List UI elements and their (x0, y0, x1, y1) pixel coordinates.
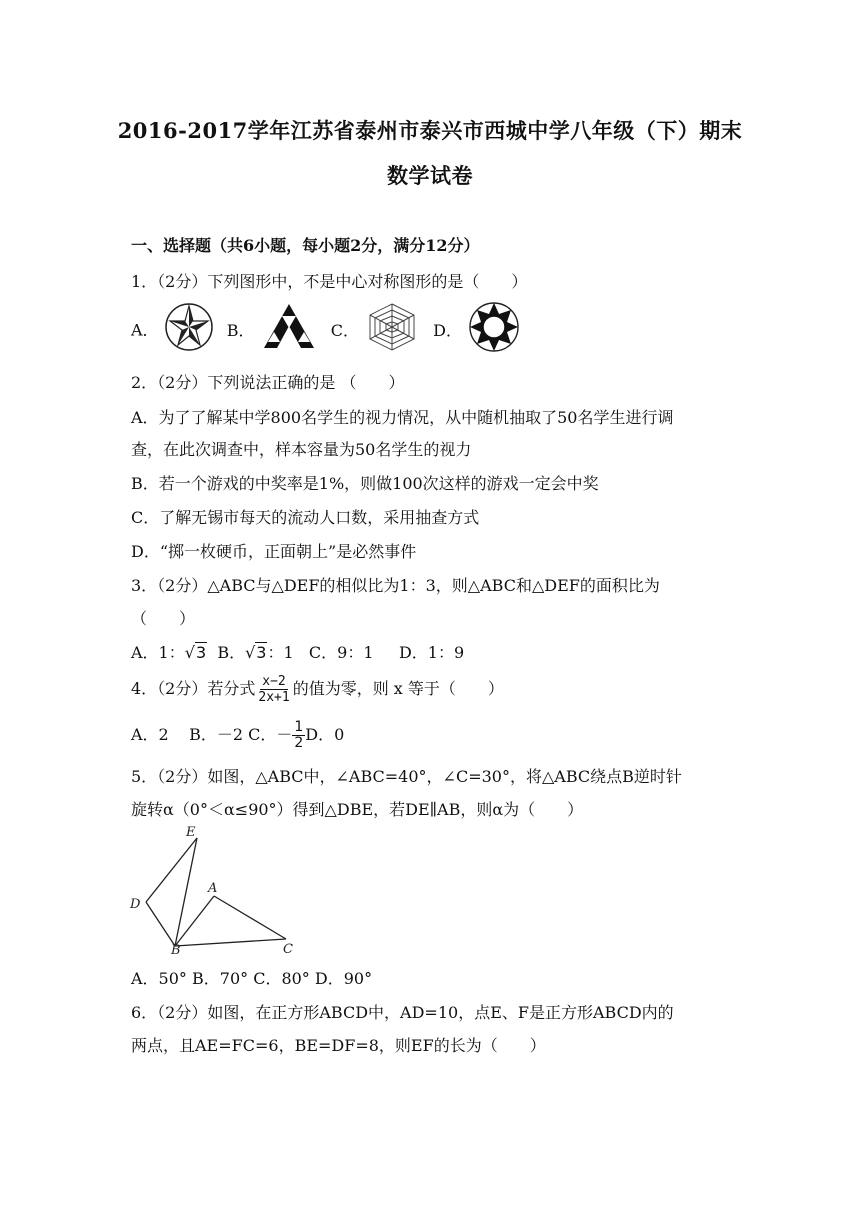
title-line-2: 数学试卷 (387, 163, 473, 188)
q2-stem: 2．（2分）下列说法正确的是 （ ） (131, 373, 405, 392)
q5-stem-line1: 5．（2分）如图，△ABC中，∠ABC=40°，∠C=30°，将△ABC绕点B逆时针 (131, 767, 682, 786)
segment-eb (175, 838, 197, 946)
q4-stem (131, 674, 504, 705)
q1-options (131, 300, 521, 358)
q1-option-c-label: C． (330, 320, 359, 340)
q2-option-d: D．“掷一枚硬币，正面朝上”是必然事件 (131, 542, 417, 561)
label-d: D (130, 897, 141, 912)
q3-stem-line1: 3．（2分）△ABC与△DEF的相似比为1：3，则△ABC和△DEF的面积比为 (131, 576, 660, 595)
q2-option-a-line1: A．为了了解某中学800名学生的视力情况，从中随机抽取了50名学生进行调 (131, 408, 674, 427)
q5-stem-line2: 旋转α（0°＜α≤90°）得到△DBE，若DE∥AB，则α为（ ） (131, 800, 584, 819)
q3-option-a-prefix: A．1： (131, 643, 185, 662)
label-e: E (186, 825, 196, 840)
hexagon-web-icon (364, 300, 420, 358)
triangle-pattern-icon (260, 300, 318, 358)
q4-options (131, 720, 344, 751)
q5-figure (126, 822, 306, 956)
q3-options-rest: ：1 C．9：1 D．1：9 (267, 643, 465, 662)
q6-stem-line2: 两点，且AE=FC=6，BE=DF=8，则EF的长为（ ） (131, 1036, 546, 1055)
q5-options: A．50° B．70° C．80° D．90° (131, 969, 373, 988)
label-c: C (283, 942, 293, 956)
q4-fraction: $\frac{x-2}{2x+1}$ (258, 674, 290, 705)
segment-db (146, 902, 175, 946)
q1-option-b-label: B． (226, 320, 255, 340)
segment-ac (214, 896, 286, 939)
star-in-circle-icon (164, 300, 214, 358)
q1-option-d-label: D． (433, 320, 462, 340)
q4-stem-prefix: 4．（2分）若分式 (131, 679, 256, 698)
q1-option-a-label: A． (131, 320, 159, 340)
section-heading: 一、选择题（共6小题，每小题2分，满分12分） (131, 236, 480, 255)
label-b: B (171, 943, 181, 956)
label-a: A (208, 881, 218, 896)
q4-stem-suffix: 的值为零，则 x 等于（ ） (292, 679, 504, 698)
q2-option-a-line2: 查，在此次调查中，样本容量为50名学生的视力 (131, 440, 472, 459)
q4-options-suffix: D．0 (305, 725, 345, 744)
q4-options-prefix: A．2 B．－2 C．－ (131, 725, 293, 744)
title-line-1: 2016-2017学年江苏省泰州市泰兴市西城中学八年级（下）期末 (117, 118, 743, 143)
q3-options (131, 640, 464, 663)
q4-half-fraction: $\frac{1}{2}$ (294, 719, 304, 751)
q3-stem-line2: （ ） (131, 609, 196, 628)
sqrt-3-a: √3 (184, 643, 207, 662)
octagon-star-icon (467, 300, 521, 358)
segment-bc (175, 939, 286, 946)
q3-option-b-prefix: B． (207, 643, 246, 662)
q1-stem: 1．（2分）下列图形中，不是中心对称图形的是（ ） (131, 272, 528, 291)
q6-stem-line1: 6．（2分）如图，在正方形ABCD中，AD=10，点E、F是正方形ABCD内的 (131, 1003, 674, 1022)
q2-option-b: B．若一个游戏的中奖率是1%，则做100次这样的游戏一定会中奖 (131, 474, 599, 493)
segment-ba (175, 896, 214, 946)
segment-de (146, 838, 197, 902)
q2-option-c: C．了解无锡市每天的流动人口数，采用抽查方式 (131, 508, 480, 527)
sqrt-3-b: √3 (245, 643, 267, 662)
